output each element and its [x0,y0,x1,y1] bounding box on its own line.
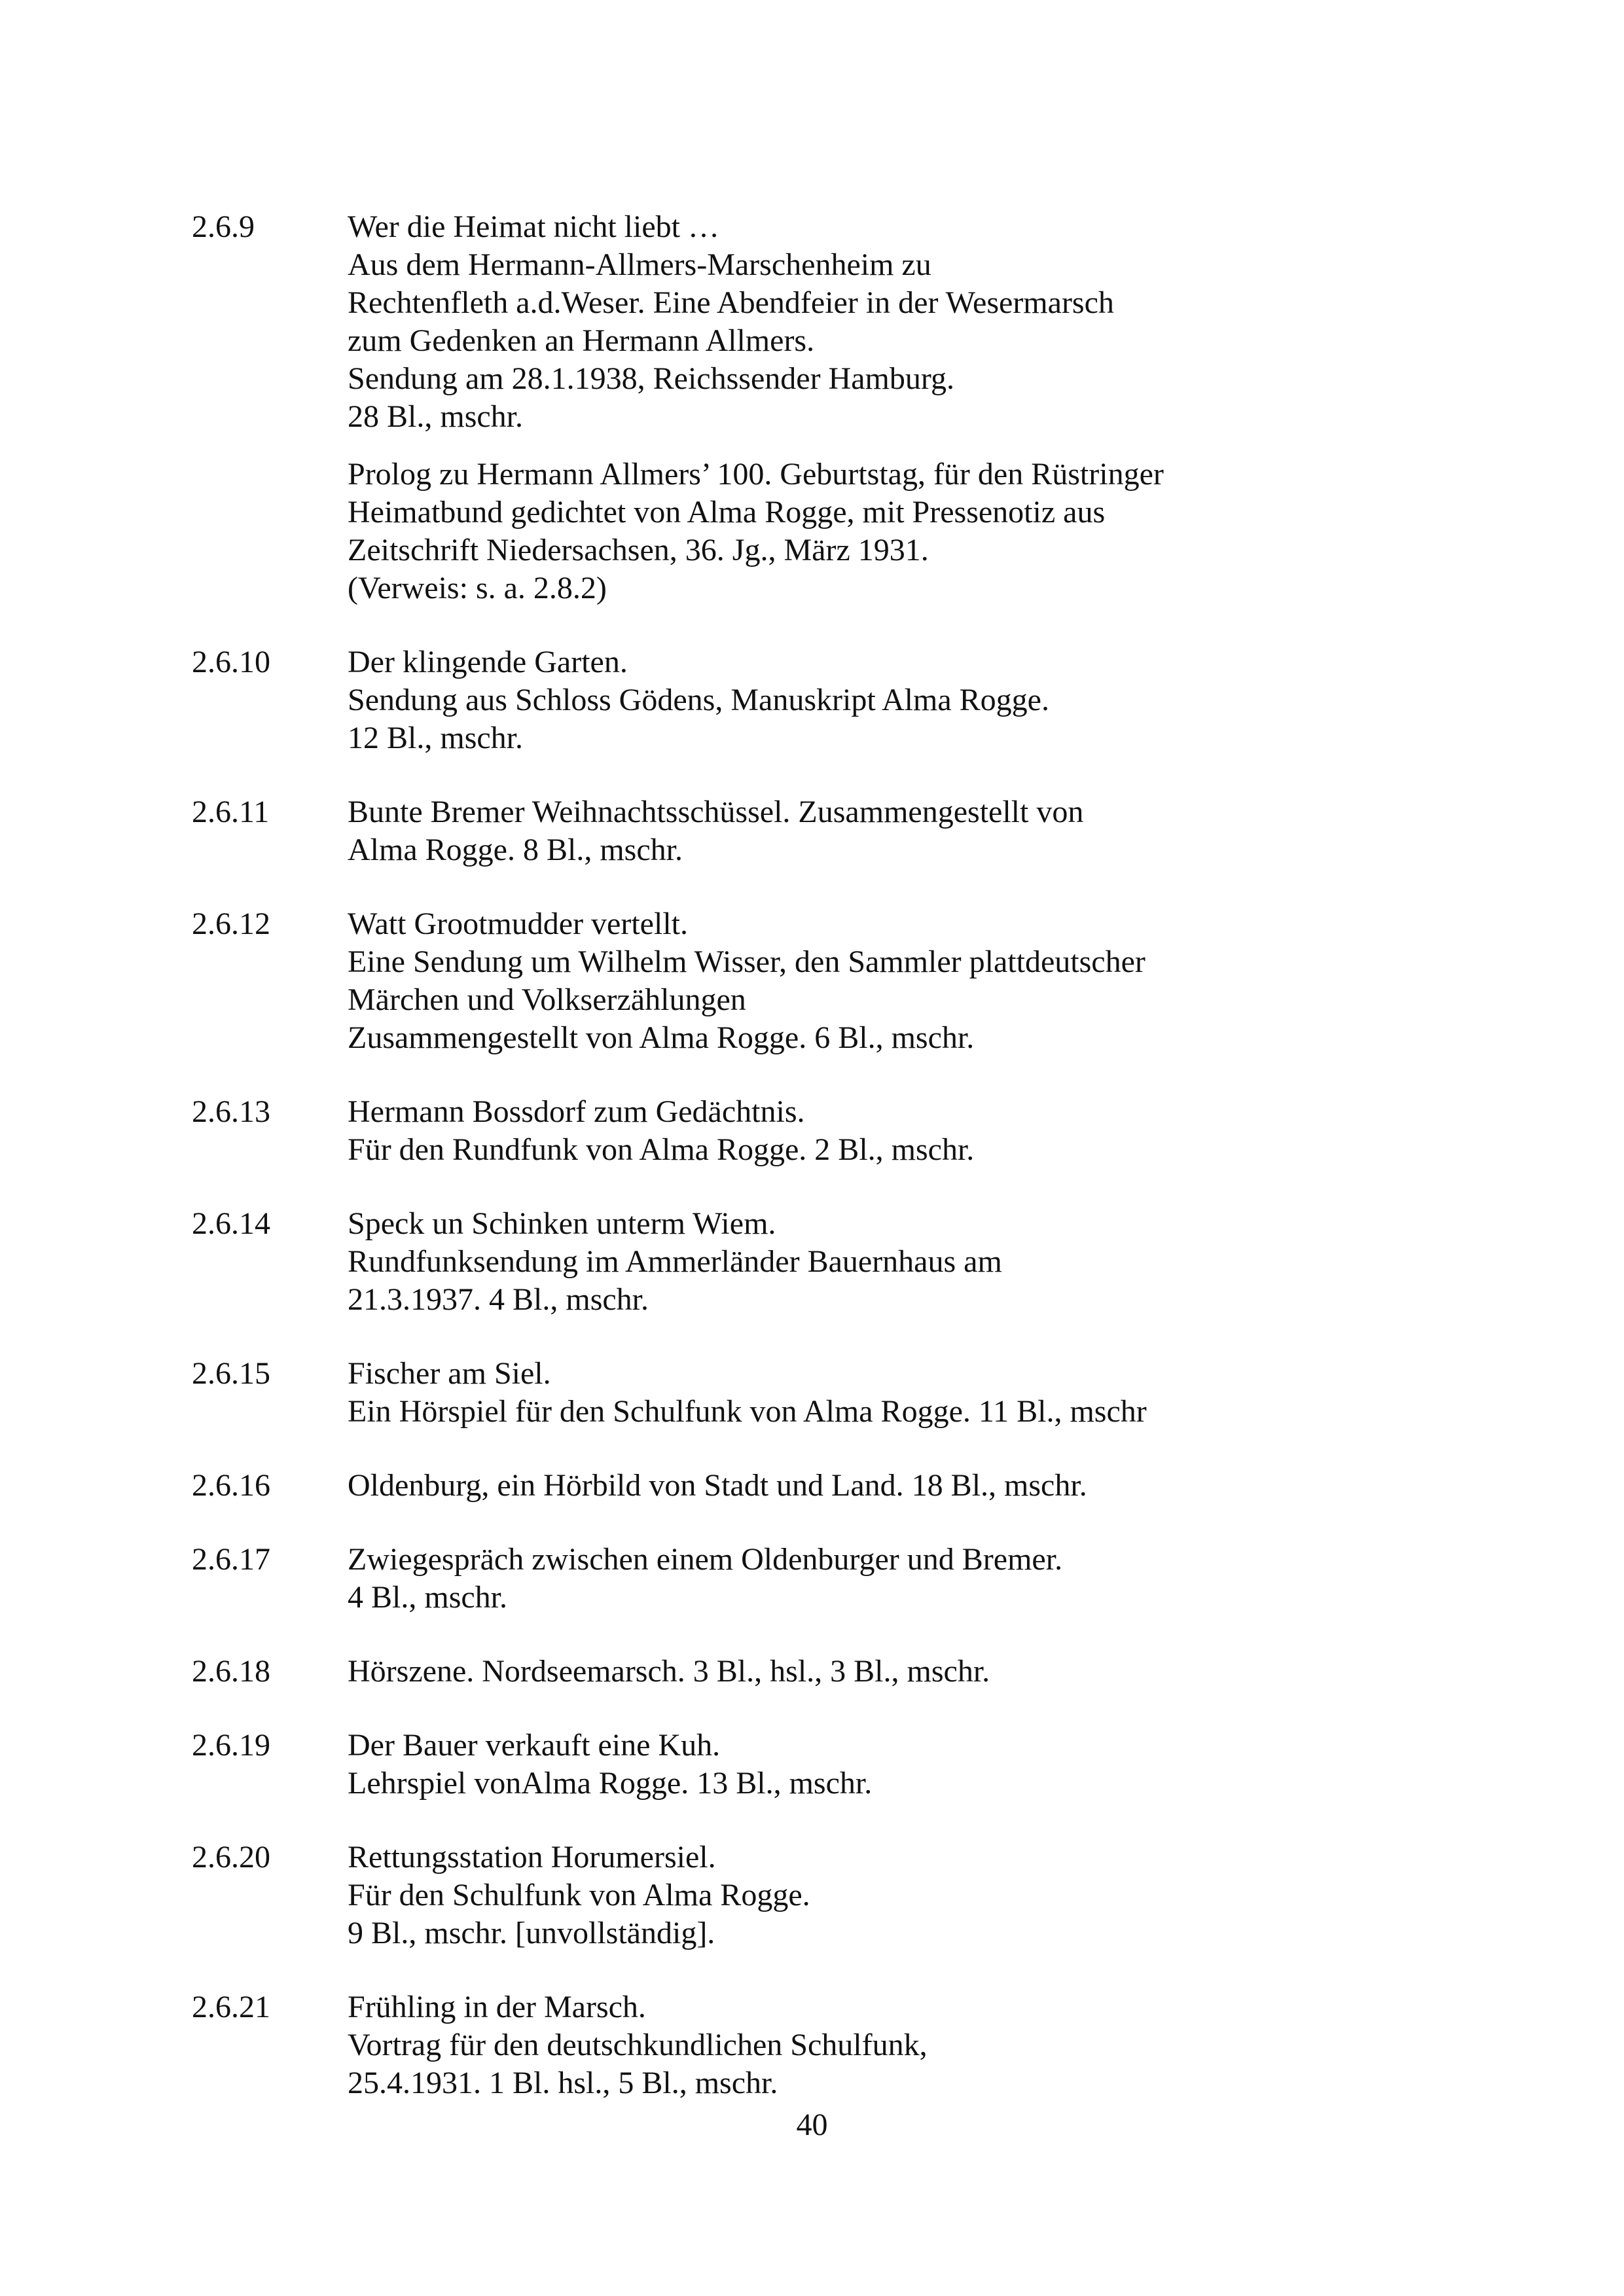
entry-text-line: Bunte Bremer Weihnachtsschüssel. Zusammengestellt von [348,795,1084,829]
entry-text-line: Vortrag für den deutschkundlichen Schulfunk, [348,2028,928,2062]
entry-2-6-20 [192,1839,1468,1952]
entry-number: 2.6.12 [192,906,270,941]
entry-paragraph [348,1205,1468,1319]
entry-text-line: Märchen und Volkserzählungen [348,982,746,1017]
entry-paragraph [348,1093,1468,1169]
entry-2-6-14 [192,1205,1468,1319]
entry-body [348,905,1468,1057]
entry-text-line: 9 Bl., mschr. [unvollständig]. [348,1916,715,1950]
entry-text-line: zum Gedenken an Hermann Allmers. [348,323,815,358]
entry-body [348,1727,1468,1803]
entry-text-line: Der klingende Garten. [348,645,628,679]
entry-paragraph [348,1653,1468,1691]
entry-body [348,1093,1468,1169]
entry-2-6-17 [192,1541,1468,1617]
entry-2-6-16 [192,1467,1468,1505]
entry-body [348,1205,1468,1319]
entry-paragraph [348,1467,1468,1505]
entry-text-line: 4 Bl., mschr. [348,1580,508,1615]
entry-text-line: (Verweis: s. a. 2.8.2) [348,571,607,605]
entry-text-line: Aus dem Hermann-Allmers-Marschenheim zu [348,247,931,282]
entry-paragraph [348,1727,1468,1803]
entry-body [348,643,1468,757]
entry-2-6-18 [192,1653,1468,1691]
entry-body [348,1355,1468,1431]
entry-number: 2.6.21 [192,1990,270,2024]
entry-paragraph [348,456,1468,607]
entry-text-line: 21.3.1937. 4 Bl., mschr. [348,1282,649,1317]
entry-number: 2.6.17 [192,1542,270,1577]
entry-body [348,1839,1468,1952]
entry-number: 2.6.11 [192,795,270,829]
entry-paragraph [348,208,1468,436]
entry-text-line: 25.4.1931. 1 Bl. hsl., 5 Bl., mschr. [348,2066,778,2100]
entry-2-6-21 [192,1988,1468,2102]
entry-number: 2.6.20 [192,1840,270,1874]
entry-body [348,208,1468,607]
entry-text-line: Rechtenfleth a.d.Weser. Eine Abendfeier in der Wesermarsch [348,285,1114,320]
entry-2-6-15 [192,1355,1468,1431]
entry-text-line: Für den Rundfunk von Alma Rogge. 2 Bl., mschr. [348,1132,975,1167]
entry-text-line: Eine Sendung um Wilhelm Wisser, den Sammler plattdeutscher [348,944,1146,979]
entry-body [348,793,1468,869]
entry-number: 2.6.19 [192,1728,270,1763]
entry-text-line: Hermann Bossdorf zum Gedächtnis. [348,1094,805,1129]
entry-body [348,1467,1468,1505]
entry-text-line: Lehrspiel vonAlma Rogge. 13 Bl., mschr. [348,1766,873,1801]
entry-paragraph [348,793,1468,869]
entry-text-line: Alma Rogge. 8 Bl., mschr. [348,833,683,867]
entry-text-line: Für den Schulfunk von Alma Rogge. [348,1878,810,1912]
entry-body [348,1988,1468,2102]
entry-2-6-11 [192,793,1468,869]
entry-text-line: 28 Bl., mschr. [348,399,524,434]
entry-number: 2.6.18 [192,1654,270,1689]
entry-number: 2.6.10 [192,645,270,679]
entry-paragraph [348,1541,1468,1617]
entry-text-line: Watt Grootmudder vertellt. [348,906,688,941]
entry-text-line: Rundfunksendung im Ammerländer Bauernhaus am [348,1244,1002,1279]
entry-body [348,1653,1468,1691]
entry-text-line: Ein Hörspiel für den Schulfunk von Alma Rogge. 11 Bl., mschr [348,1394,1147,1429]
entry-text-line: Zusammengestellt von Alma Rogge. 6 Bl., mschr. [348,1020,975,1055]
page-number: 40 [796,2108,828,2142]
entry-paragraph [348,1839,1468,1952]
entry-text-line: Sendung aus Schloss Gödens, Manuskript Alma Rogge. [348,683,1049,717]
entry-text-line: Speck un Schinken unterm Wiem. [348,1206,776,1241]
entry-2-6-12 [192,905,1468,1057]
entry-paragraph [348,1988,1468,2102]
entry-text-line: Rettungsstation Horumersiel. [348,1840,716,1874]
entry-text-line: Heimatbund gedichtet von Alma Rogge, mit Pressenotiz aus [348,495,1106,529]
entry-text-line: Frühling in der Marsch. [348,1990,646,2024]
entry-text-line: Zeitschrift Niedersachsen, 36. Jg., März 1931. [348,533,929,567]
entry-2-6-10 [192,643,1468,757]
entry-text-line: Wer die Heimat nicht liebt … [348,209,719,244]
entry-2-6-19 [192,1727,1468,1803]
entry-text-line: Sendung am 28.1.1938, Reichssender Hamburg. [348,361,954,396]
entry-text-line: Fischer am Siel. [348,1356,551,1391]
entry-number: 2.6.9 [192,209,255,244]
entry-number: 2.6.14 [192,1206,270,1241]
entry-text-line: Zwiegespräch zwischen einem Oldenburger und Bremer. [348,1542,1063,1577]
entry-text-line: 12 Bl., mschr. [348,721,524,755]
entry-paragraph [348,905,1468,1057]
entry-paragraph [348,1355,1468,1431]
entry-text-line: Der Bauer verkauft eine Kuh. [348,1728,721,1763]
entry-paragraph [348,643,1468,757]
entry-2-6-9 [192,208,1468,607]
entry-number: 2.6.15 [192,1356,270,1391]
entry-text-line: Hörszene. Nordseemarsch. 3 Bl., hsl., 3 Bl., mschr. [348,1654,990,1689]
entry-number: 2.6.16 [192,1468,270,1503]
entry-text-line: Prolog zu Hermann Allmers’ 100. Geburtstag, für den Rüstringer [348,457,1164,492]
entry-2-6-13 [192,1093,1468,1169]
entry-number: 2.6.13 [192,1094,270,1129]
entry-list [192,208,1468,2138]
entry-body [348,1541,1468,1617]
entry-text-line: Oldenburg, ein Hörbild von Stadt und Land. 18 Bl., mschr. [348,1468,1087,1503]
